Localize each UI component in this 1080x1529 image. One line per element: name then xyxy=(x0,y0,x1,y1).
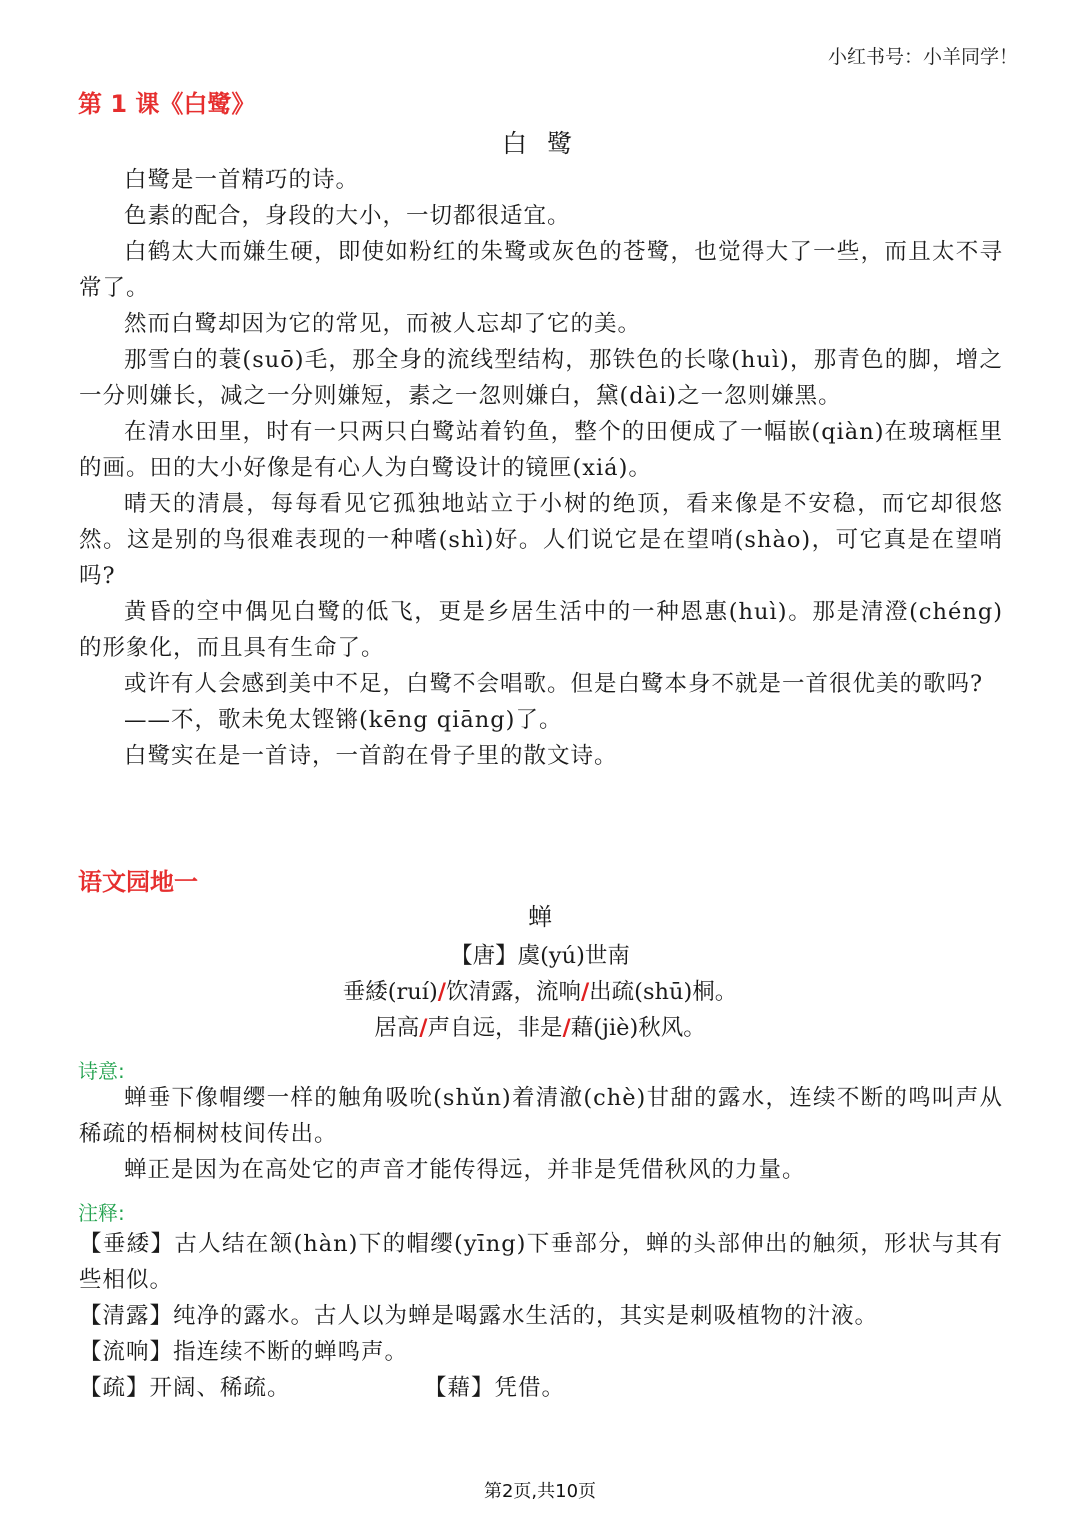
paragraph: 或许有人会感到美中不足，白鹭不会唱歌。但是白鹭本身不就是一首很优美的歌吗? xyxy=(124,671,984,697)
poem-line-2 xyxy=(0,1010,1080,1042)
poem-segment: 居高 xyxy=(374,1015,420,1041)
section-title-garden: 语文园地一 xyxy=(78,868,198,896)
paragraph: 晴天的清晨，每每看见它孤独地站立于小树的绝顶，看来像是不安稳，而它却很悠然。这是别的鸟很难表现的一种嗜(shì)好。人们说它是在望哨(shào)，可它真是在望哨吗? xyxy=(79,491,1003,589)
paragraph: 在清水田里，时有一只两只白鹭站着钓鱼，整个的田便成了一幅嵌(qiàn)在玻璃框里的画。田的大小好像是有心人为白鹭设计的镜匣(xiá)。 xyxy=(79,419,1003,481)
paragraph: ——不，歌未免太铿锵(kēng qiāng)了。 xyxy=(124,707,563,733)
poem-author: 【唐】虞(yú)世南 xyxy=(450,943,630,969)
note-item: 【流响】指连续不断的蝉鸣声。 xyxy=(79,1339,409,1365)
poem-title: 蝉 xyxy=(528,903,552,931)
paragraph: 色素的配合，身段的大小，一切都很适宜。 xyxy=(124,203,571,229)
paragraph: 白鹭是一首精巧的诗。 xyxy=(124,167,360,193)
paragraph: 白鹤太大而嫌生硬，即使如粉红的朱鹭或灰色的苍鹭，也觉得大了一些，而且太不寻常了。 xyxy=(79,239,1003,301)
paragraph: 然而白鹭却因为它的常见，而被人忘却了它的美。 xyxy=(124,311,642,337)
passage-title: 白 鹭 xyxy=(502,129,578,158)
notes-body xyxy=(79,1226,1003,1406)
paragraph: 黄昏的空中偶见白鹭的低飞，更是乡居生活中的一种恩惠(huì)。那是清澄(chéng)的形象化，而且具有生命了。 xyxy=(79,599,1003,661)
meaning-body xyxy=(79,1080,1003,1188)
slash-mark: / xyxy=(580,979,590,1005)
note-item: 【藉】凭借。 xyxy=(424,1375,566,1401)
note-row xyxy=(79,1370,1003,1406)
paragraph: 白鹭实在是一首诗，一首韵在骨子里的散文诗。 xyxy=(124,743,618,769)
passage-body xyxy=(79,162,1003,774)
poem-line-1 xyxy=(0,974,1080,1006)
slash-mark: / xyxy=(437,979,446,1005)
notes-label: 注释: xyxy=(78,1201,125,1225)
note-item: 【疏】开阔、稀疏。 xyxy=(79,1375,291,1401)
paragraph: 蝉正是因为在高处它的声音才能传得远，并非是凭借秋风的力量。 xyxy=(124,1157,806,1183)
poem-segment: 饮清露，流响 xyxy=(445,979,581,1005)
paragraph: 蝉垂下像帽缨一样的触角吸吮(shǔn)着清澈(chè)甘甜的露水，连续不断的鸣叫声从稀疏的梧桐树枝间传出。 xyxy=(79,1085,1003,1147)
section-title-lesson1: 第 1 课《白鹭》 xyxy=(78,90,256,118)
poem-segment: 声自远，非是 xyxy=(427,1015,563,1041)
poem-segment: 藉(jiè)秋风。 xyxy=(570,1015,706,1041)
poem-segment: 垂緌(ruí) xyxy=(342,979,438,1005)
slash-mark: / xyxy=(562,1015,571,1041)
paragraph: 那雪白的蓑(suō)毛，那全身的流线型结构，那铁色的长喙(huì)，那青色的脚，增之一分则嫌长，减之一分则嫌短，素之一忽则嫌白，黛(dài)之一忽则嫌黑。 xyxy=(79,347,1003,409)
slash-mark: / xyxy=(419,1015,428,1041)
note-item: 【垂緌】古人结在颔(hàn)下的帽缨(yīng)下垂部分，蝉的头部伸出的触须，形状与其有些相似。 xyxy=(79,1231,1003,1293)
watermark: 小红书号：小羊同学！ xyxy=(827,46,1018,68)
meaning-label: 诗意: xyxy=(78,1059,125,1083)
poem-segment: 出疏(shū)桐。 xyxy=(589,979,738,1005)
note-item: 【清露】纯净的露水。古人以为蝉是喝露水生活的，其实是刺吸植物的汁液。 xyxy=(79,1303,879,1329)
page-number: 第2页,共10页 xyxy=(483,1481,597,1502)
